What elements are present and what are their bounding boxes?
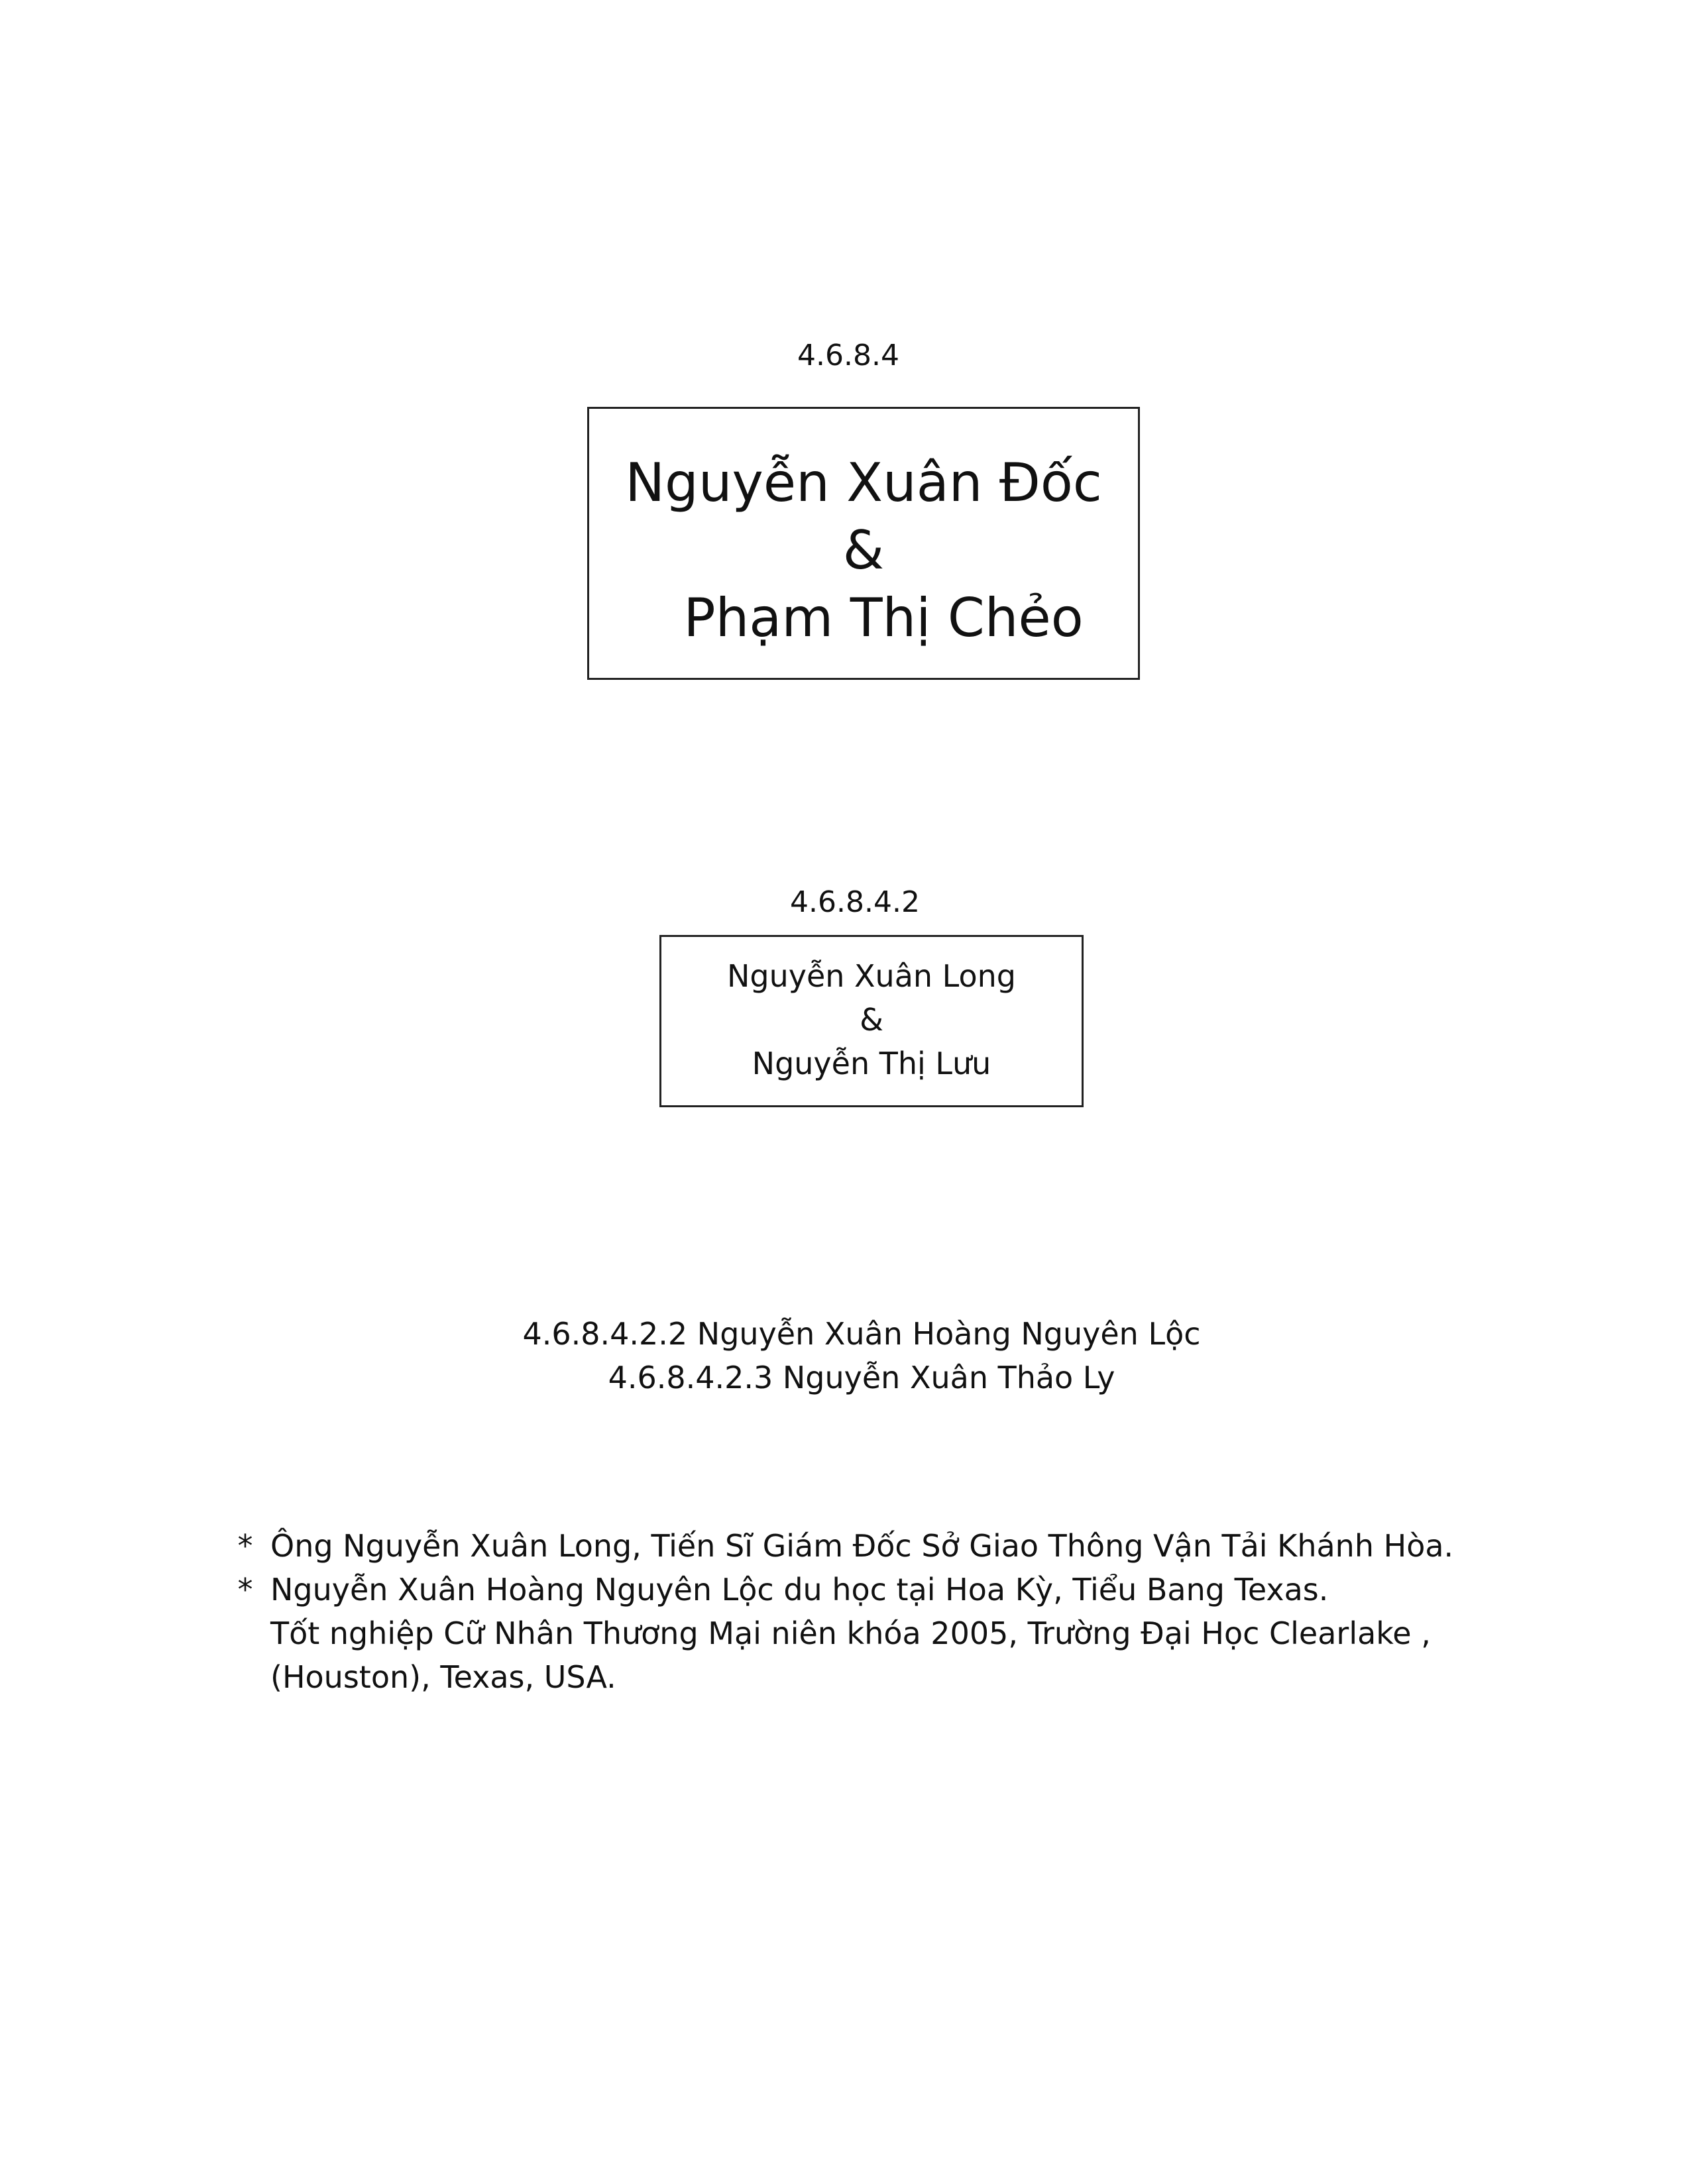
top-couple-box — [587, 407, 1140, 680]
asterisk-bullet: * — [237, 1572, 253, 1608]
notes-section — [232, 1524, 1491, 1699]
child-entry: 4.6.8.4.2.2 Nguyễn Xuân Hoàng Nguyên Lộc — [522, 1316, 1201, 1352]
note-text: Ông Nguyễn Xuân Long, Tiến Sĩ Giám Đốc Sở Giao Thông Vận Tải Khánh Hòa. — [270, 1528, 1454, 1564]
asterisk-bullet: * — [237, 1528, 253, 1564]
top-couple-code: 4.6.8.4 — [797, 339, 899, 372]
middle-couple-box — [659, 935, 1084, 1107]
ampersand: & — [860, 1002, 883, 1038]
children-list — [398, 1312, 1325, 1399]
note-text: (Houston), Texas, USA. — [270, 1659, 616, 1695]
husband-name: Nguyễn Xuân Long — [726, 958, 1016, 994]
husband-name: Nguyễn Xuân Đốc — [625, 452, 1102, 514]
ampersand: & — [842, 519, 885, 581]
note-text: Tốt nghiệp Cữ Nhân Thương Mại niên khóa 2005, Trường Đại Học Clearlake , — [270, 1615, 1431, 1651]
wife-name: Nguyễn Thị Lưu — [752, 1046, 991, 1081]
child-entry: 4.6.8.4.2.3 Nguyễn Xuân Thảo Ly — [608, 1360, 1115, 1395]
note-text: Nguyễn Xuân Hoàng Nguyên Lộc du học tại Hoa Kỳ, Tiểu Bang Texas. — [270, 1572, 1329, 1608]
wife-name: Phạm Thị Chẻo — [683, 587, 1084, 649]
middle-couple-code: 4.6.8.4.2 — [790, 885, 920, 919]
note-item — [232, 1524, 1491, 1568]
note-item — [232, 1568, 1491, 1699]
